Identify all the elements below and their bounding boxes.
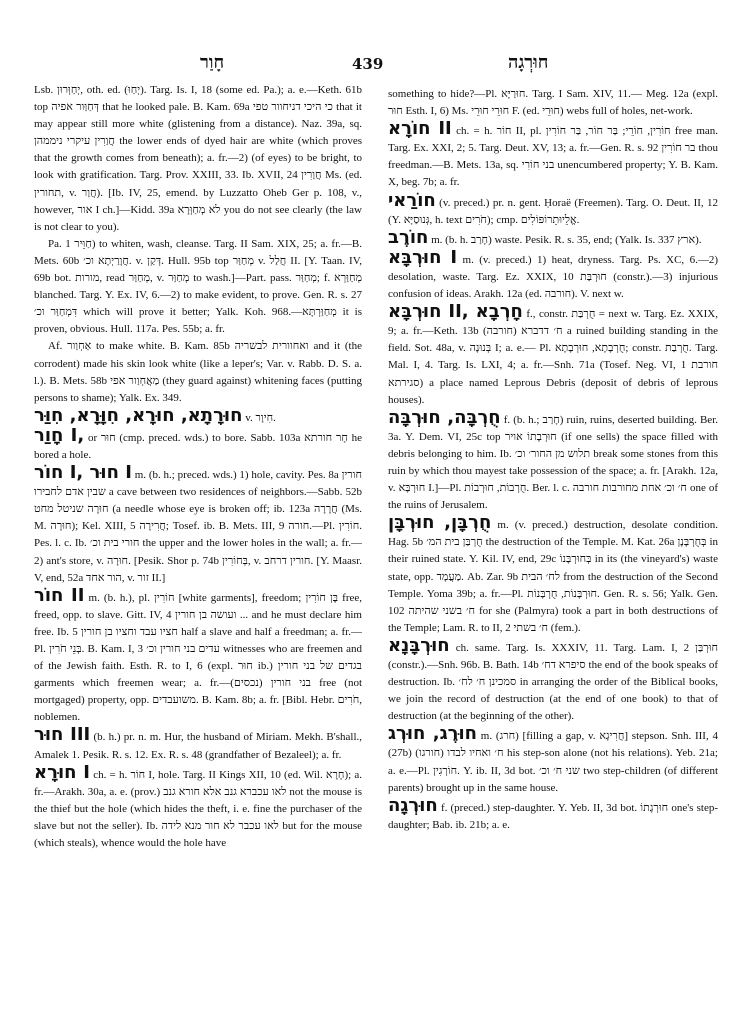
dictionary-entry bbox=[388, 86, 718, 120]
entry-text: f., constr. חֻרְבַּת = next w. Targ. Ez. XXIX, 9; a. fr.—Keth. 13b (חורבה) ח׳ דדברא a ruined building standing in the field. Sot. 48a, v. בְּנוּנָה I; a. e.— Pl. חֻרְבָתָא, חוּרְבָתָא; constr. חֻרְבַת. Targ. Mal. I, 4. Targ. Is. LXI, 4; a. fr.—Snh. 71a (Tosef. Neg. VI, 1 חורבת סגירתא) a place named Leprous Debris (deposit of debris of leprous houses). bbox=[388, 308, 718, 406]
entry-headword: חוּרְבָּא I bbox=[388, 246, 458, 268]
entry-text: Af. אַחְוַור to make white. B. Kam. 85b ואחוורית לבשריה and it (the corrodent) made his skin look white (like a leper's; Var. v. Rabb. D. S. a. l.). B. Mets. 58b מַאֲחְוַור אפי (they guard against) whitening faces (putting persons to shame); Yalk. Ex. 349. bbox=[34, 340, 362, 404]
entry-text: m. (b. h. חָרַב) waste. Pesik. R. s. 35, end; (Yalk. Is. 337 ארץ). bbox=[431, 233, 702, 246]
entry-headword: חֻרְבָּה, חוּרְבָּה bbox=[388, 406, 501, 428]
left-column bbox=[34, 82, 362, 1007]
entry-text: (v. preced.) pr. n. gent. Ḥoraë (Freemen). Targ. O. Deut. II, 12 (Y. גְּנוּסַיָּא, h. text חֹרִים); cmp. אֱלֵיוּתֵרוֹפּוֹלִים. bbox=[388, 196, 718, 226]
dictionary-entry bbox=[34, 424, 362, 464]
dictionary-entry bbox=[34, 464, 362, 587]
entry-text: ch. same. Targ. Is. XXXIV, 11. Targ. Lam. I, 2 חוּרְבַּן (constr.).—Snh. 96b. B. Bath. 14b סיפרא דח׳ the end of the book speaks of destruction. Ib. סמכינן ח׳ לח׳ in arranging the order of the Biblical books, we join the record of destruction (at the end of one book) to that of destruction (at the beginning of the other). bbox=[388, 641, 718, 723]
entry-headword: חוּרְגָה bbox=[388, 794, 438, 816]
entry-headword: חוּרָתָא, חוּרָא, חִוָּרָא, חִוַּר bbox=[34, 404, 243, 426]
entry-text: m. (b. h.; preced. wds.) 1) hole, cavity. Pes. 8a חורין שבין אדם לחבירו a cave between two residences of neighbors.—Sabb. 52b חוּרָה שניטל מחט (a needle whose eye is broken off; ib. 123a חֲרָרָה (Ms. M. חוּרָה); Kel. XIII, 5 חֲרִירָה; Tosef. ib. B. Mets. III, 9 חורה.—Pl. חוֹרִין. Pes. l. c. Ib. חורי בית וכ׳ the upper and the lower holes in the wall; a. fr.—2) ant's store, v. חוּרָה. [Pesik. Shor p. 74b בְּחוֹרִין, v. חורין דרחב. [Y. Maasr. V, end, 52a הור אחד, v. זור II.] bbox=[34, 469, 362, 584]
entry-headword: חֻרְבָּן, חוּרְבָּן bbox=[388, 512, 492, 534]
entry-text: or חוּר (cmp. preced. wds.) to bore. Sabb. 103a חָר חורתא he bored a hole. bbox=[34, 431, 362, 461]
right-column bbox=[388, 86, 718, 1011]
dictionary-entry bbox=[388, 406, 718, 515]
entry-headword: חוֹרָא II bbox=[388, 118, 452, 140]
dictionary-entry bbox=[388, 725, 718, 796]
entry-text: f. (b. h.; חָרַב) ruin, ruins, deserted building. Ber. 3a. Y. Dem. VI, 25c top חוּרְבָתוֹ אויר (if one sells) the space filled with debris belonging to him. Ib. תלוש מן החור׳ וכ׳ break some stones from this ruin by which thou mayest take possession of the space; a. fr. [Arakh. 12a, v. חוּרְבָּא I.]—Pl. חֻרְבוֹת, חוּרְבוֹת. Ber. l. c. ח׳ וכ׳ אחת מחורבות חורבה one of the ruins of Jerusalem. bbox=[388, 413, 718, 512]
entry-text: m. (v. preced.) destruction, desolate condition. Hag. 5b חֻרְבַּן בית המ׳ the destruction of the Temple. M. Kat. 26a בְּחֻרְבָּנָן in their ruined state. Y. Kil. IV, end, 29c בְּחוּרְבָּנוֹ in its (the vineyard's) waste state, opp. מַעֲמָד. Ab. Zar. 9b לח׳ הבית from the destruction of the Second Temple. Yoma 39b; a. fr.—Pl. חוּרְבָּנוֹת, חֻרְבָּנוֹת. Gen. R. s. 56; Yalk. Gen. 102 ח׳ בשני שהיתה for she (Palmyra) took a part in both destructions of the Temple; Lam. R. to II, 2 ח׳ בשתי (fem.). bbox=[388, 519, 718, 634]
entry-headword: חָוַר I, bbox=[34, 424, 85, 446]
page-number: 439 bbox=[352, 55, 384, 73]
entry-text: m. (v. preced.) 1) heat, dryness. Targ. Ps. XC, 6.—2) desolation, waste. Targ. Ez. XXIX, 10 חוּרְבַּת (constr.).—3) injurious confusion of ideas. Arakh. 12a (ed. חורבה). V. next w. bbox=[388, 253, 718, 301]
entry-text: Lsb. יְחַוְּרוּן, oth. ed. (יְחַוּ). Targ. Is. I, 18 (some ed. Pa.); a. e.—Keth. 61b top דְּחַוַּור אפיה that he looked pale. B. Kam. 69a כי היכי דניחוור טפי that it may appear still more white (glistening from a distance). Naz. 39a, sq. חֲוַרִין עיקרי ניממהן the lower ends of dyed hair are white (which proves that the growth comes from beneath); a. fr.—2) (of eyes) to be bright, to look with gratification. Targ. Prov. XXIII, 33. Ib. XVII, 24 חֲוַרִין Ms. (ed. תחורין, v. חֲוַר). [Ib. IV, 25, emend. by Luzzatto Oheb Ger p. 108, v., however, אור I ch.]—Kidd. 39a לא מְחַוְּרָא you do not see clearly (the law is not clear to you). bbox=[34, 84, 362, 233]
entry-headword: חוֹר II bbox=[34, 584, 85, 606]
entry-headword: חוֹרֶב bbox=[388, 226, 429, 248]
dictionary-entry bbox=[34, 761, 362, 852]
entry-headword: חוּרְבָּנָא bbox=[388, 634, 450, 656]
entry-text: v. חִיוָר. bbox=[245, 411, 276, 424]
entry-headword: חוֹרַאי bbox=[388, 189, 436, 211]
dictionary-entry bbox=[34, 404, 362, 427]
running-head-left: חָוַר bbox=[200, 52, 225, 73]
dictionary-entry bbox=[34, 726, 362, 763]
dictionary-entry bbox=[34, 236, 362, 339]
entry-headword: חוּרְבָּא II, חָרְבָא bbox=[388, 301, 523, 323]
entry-text: Pa. חַוֵּיר 1) to whiten, wash, cleanse. Targ. II Sam. XIX, 25; a. fr.—B. Mets. 60b חֲוָרַיְתָא וכ׳. v. דְּקַן. Hull. 95b top מְחַוַּר v. חֲלַל II. [Y. Taan. IV, 69b bot. מורות, read מְחַוַּר, v. מְחַוַּר to wash.]—Part. pass. מְחַוַּר; f. מְחַוַּרְא blanched. Targ. Y. Ex. IV, 6.—2) to make evident, to prove. Gen. R. s. 27 דִּמְחַוַּר וכ׳ which will prove it better; Yalk. Koh. 968.—מְחַוַּרְתָּא it is proven, obvious. Hull. 117a. Pes. 55b; a. fr. bbox=[34, 237, 362, 336]
dictionary-entry bbox=[388, 226, 718, 249]
entry-text: m. (חרג) [filling a gap, v. חֲרִיגָא] stepson. Snh. III, 4 (27b) (חורגו) ח׳ ואחיו לבדו his step-son alone (not his relations). Yeb. 21a; a. e.—Pl. חוֹרְגִין. Y. ib. II, 3d bot. שני ח׳ וכ׳ two step-children (of different parents) brought up in the same house. bbox=[388, 730, 718, 794]
entry-text: ch. = h. חוֹר II, pl. חוֹרִין, חוֹרֵי; בַּר חוֹר, בַּר חוֹרִין free man. Targ. Ex. XXI, 2; 5. Targ. Deut. XV, 13; a. fr.—Gen. R. s. 92 בר חוֹרִין thou freedman.—B. Mets. 13a, sq. בני חוֹרִי unencumbered property; Y. B. Kam. X, beg. 7b; a. fr. bbox=[388, 125, 718, 189]
dictionary-entry bbox=[388, 514, 718, 637]
dictionary-entry bbox=[388, 303, 718, 409]
entry-headword: חוּר III bbox=[34, 724, 91, 746]
entry-text: m. (b. h.), pl. חוֹרִין [white garments], freedom; בֶּן חוֹרִין free, freed, opp. to slave. Gitt. IV, 4 ועושה בן חורין ... and he must declare him free. Ib. 5 חציו עבד וחציו בן חורין half a slave and half a freedman; a. fr.—Pl. בְּנֵי חֹרִין. B. Kam. I, 3 עדים בני חורין וכ׳ witnesses who are freemen and of the Jewish faith. Esth. R. to I, 6 (expl. חוּר ib.) בגדים של בני חורין garments which freemen wear; a. fr.—בני חורין (נכסים) free (not mortgaged) property, opp. משועבדים. B. Kam. 8b; a. fr. [Bibl. Hebr. חֹרִים, noblemen. bbox=[34, 591, 362, 724]
entry-headword: חוֹר I, חוּר I bbox=[34, 462, 132, 484]
dictionary-entry bbox=[388, 189, 718, 229]
entry-text: f. (preced.) step-daughter. Y. Yeb. II, 3d bot. חוּרְגָתוֹ one's step-daughter; Bab. ib. 21b; a. e. bbox=[388, 801, 718, 831]
entry-headword: חוּרָא I bbox=[34, 761, 90, 783]
dictionary-entry bbox=[388, 120, 718, 191]
entry-headword: חוּרֶג, חוּרְג bbox=[388, 723, 477, 745]
dictionary-entry bbox=[388, 246, 718, 303]
entry-text: ch. = h. חוֹר I, hole. Targ. II Kings XII, 10 (ed. Wil. חָרָא); a. fr.—Arakh. 30a, a. e. (prov.) לאו עכברא גנב אלא חורא גנב not the mouse is the thief but the hole (which hides the theft, i. e. fine the purchaser of the slave but not the seller). Ib. לאו עכבר לא חור מנא לידה but for the mouse (which steals), whence would the hole have bbox=[34, 768, 362, 850]
running-head-right: חוּרְגָה bbox=[508, 52, 549, 73]
dictionary-entry bbox=[388, 634, 718, 725]
dictionary-entry bbox=[34, 338, 362, 406]
dictionary-entry bbox=[34, 584, 362, 727]
dictionary-entry bbox=[388, 794, 718, 834]
entry-text: (b. h.) pr. n. m. Hur, the husband of Miriam. Mekh. B'shall., Amalek 1. Pesik. R. s. 12. Ex. R. s. 48 (grandfather of Bezaleel); a. fr. bbox=[34, 731, 362, 761]
dictionary-entry bbox=[34, 82, 362, 236]
entry-text: something to hide?—Pl. חוּרַיָּא. Targ. I Sam. XIV, 11.— Meg. 12a (expl. חוּר Esth. I, 6) Ms. חוּרֵי חוּרֵי F. (ed. חוּרֵי) webs full of holes, net-work. bbox=[388, 88, 718, 118]
